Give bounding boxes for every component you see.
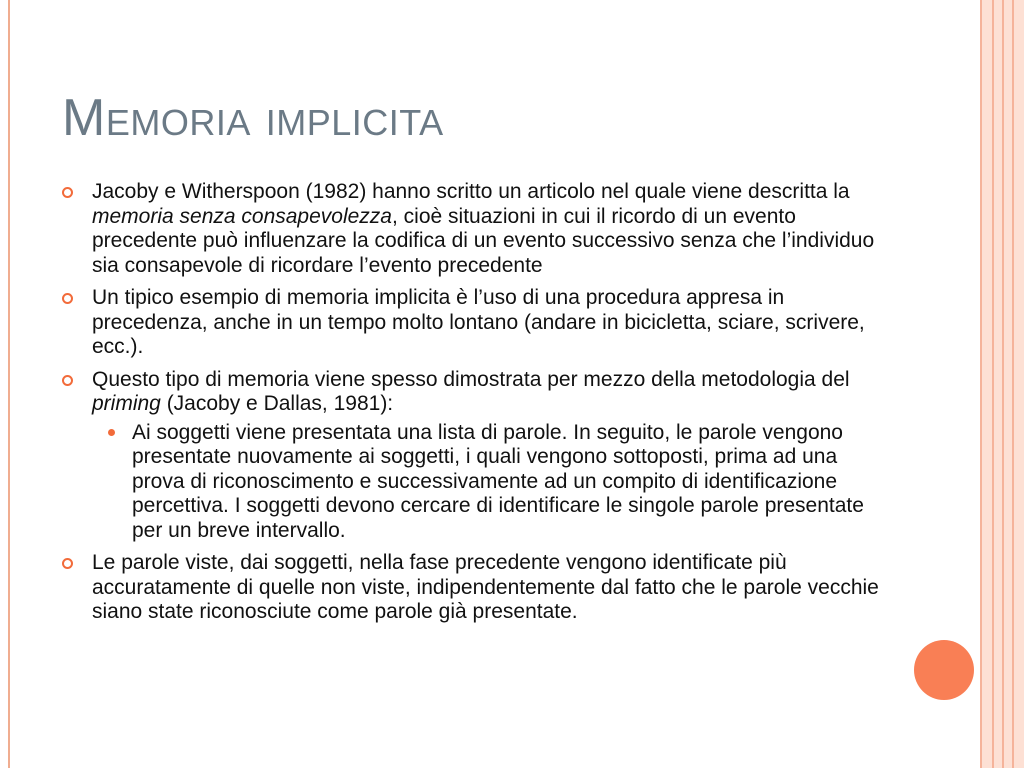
ring-bullet-icon [62, 293, 73, 304]
bullet-text: , cioè situazioni in cui il ricordo di un evento precedente può influenzare la codifica di un evento successivo senza che l’individuo sia consapevole di ricordare l’evento precedente [92, 204, 875, 277]
left-border-line [8, 0, 10, 768]
ring-bullet-icon [62, 375, 73, 386]
bullet-emphasis: priming [92, 392, 161, 415]
decorative-circle [914, 640, 974, 700]
bullet-text: Un tipico esempio di memoria implicita è l’uso di una procedura appresa in precedenza, anche in un tempo molto lontano (andare in bicicletta, sciare, scrivere, ecc.). [92, 286, 865, 358]
bullet-text: (Jacoby e Dallas, 1981): [160, 392, 394, 415]
bullet-text: Questo tipo di memoria viene spesso dimostrata per mezzo della metodologia del [92, 367, 850, 391]
bullet-item [62, 368, 892, 417]
ring-bullet-icon [62, 558, 73, 569]
sub-bullet-item [62, 421, 892, 544]
bullet-item [62, 180, 892, 278]
bullet-text: Le parole viste, dai soggetti, nella fase precedente vengono identificate più accuratamente di quelle non viste, indipendentemente dal fatto che le parole vecchie siano state riconosciute come parole già presentate. [92, 551, 879, 623]
slide-title: Memoria implicita [62, 89, 444, 147]
dot-bullet-icon [108, 429, 115, 436]
bullet-text: Jacoby e Witherspoon (1982) hanno scritto un articolo nel quale viene descritta la [92, 180, 850, 203]
bullet-item [62, 286, 892, 360]
bullet-emphasis: memoria senza consapevolezza [92, 204, 392, 228]
slide-content [62, 180, 892, 633]
decorative-stripes [978, 0, 1024, 768]
ring-bullet-icon [62, 187, 73, 198]
bullet-item [62, 551, 892, 625]
sub-bullet-text: Ai soggetti viene presentata una lista di parole. In seguito, le parole vengono presentate nuovamente ai soggetti, i quali vengono sottoposti, prima ad una prova di riconoscimento e successivamente ad un compito di identificazione percettiva. I soggetti devono cercare di identificare le singole parole presentate per un breve intervallo. [132, 420, 864, 542]
